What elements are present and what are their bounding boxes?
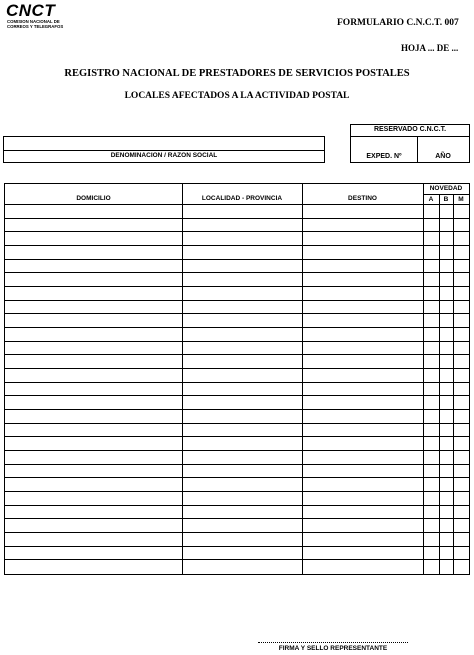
table-row[interactable]	[5, 354, 469, 355]
table-row[interactable]	[5, 286, 469, 287]
table-row[interactable]	[5, 423, 469, 424]
column-header-domicilio: DOMICILIO	[76, 195, 111, 202]
reservado-divider	[351, 136, 469, 137]
column-divider	[423, 184, 424, 574]
table-row[interactable]	[5, 272, 469, 273]
table-row[interactable]	[5, 204, 469, 205]
table-row[interactable]	[5, 313, 469, 314]
document-title: REGISTRO NACIONAL DE PRESTADORES DE SERVICIOS POSTALES	[64, 68, 410, 79]
signature-label: FIRMA Y SELLO REPRESENTANTE	[278, 645, 388, 652]
table-row[interactable]	[5, 436, 469, 437]
table-row[interactable]	[5, 559, 469, 560]
cnct-logo	[6, 3, 86, 29]
column-header-novedad-a: A	[428, 196, 434, 203]
column-divider	[182, 184, 183, 574]
table-row[interactable]	[5, 327, 469, 328]
table-row[interactable]	[5, 409, 469, 410]
signature-line[interactable]	[258, 642, 408, 643]
ano-label: AÑO	[435, 153, 451, 160]
table-row[interactable]	[5, 395, 469, 396]
document-subtitle: LOCALES AFECTADOS A LA ACTIVIDAD POSTAL	[124, 91, 350, 101]
reservado-box	[350, 124, 470, 163]
table-row[interactable]	[5, 491, 469, 492]
table-row[interactable]	[5, 300, 469, 301]
table-row[interactable]	[5, 218, 469, 219]
page-number: HOJA ... DE ...	[401, 43, 459, 53]
denominacion-field[interactable]	[3, 136, 325, 163]
table-row[interactable]	[5, 518, 469, 519]
denominacion-divider	[4, 150, 324, 151]
column-header-localidad: LOCALIDAD - PROVINCIA	[201, 195, 283, 202]
table-row[interactable]	[5, 341, 469, 342]
column-header-novedad-b: B	[443, 196, 449, 203]
column-header-novedad: NOVEDAD	[429, 185, 463, 192]
table-row[interactable]	[5, 259, 469, 260]
logo-caption-line-2: CORREOS Y TELEGRAFOS	[7, 24, 64, 29]
table-row[interactable]	[5, 231, 469, 232]
denominacion-label: DENOMINACION / RAZON SOCIAL	[110, 152, 218, 159]
reservado-title: RESERVADO C.N.C.T.	[373, 126, 447, 133]
table-row[interactable]	[5, 368, 469, 369]
table-row[interactable]	[5, 245, 469, 246]
table-row[interactable]	[5, 546, 469, 547]
column-header-novedad-m: M	[458, 196, 464, 203]
table-row[interactable]	[5, 382, 469, 383]
form-code: FORMULARIO C.N.C.T. 007	[337, 18, 459, 28]
table-row[interactable]	[5, 505, 469, 506]
column-divider	[439, 194, 440, 574]
table-row[interactable]	[5, 532, 469, 533]
column-header-destino: DESTINO	[348, 195, 377, 202]
logo-caption-line-1: COMISION NACIONAL DE	[7, 19, 60, 24]
table-row[interactable]	[5, 477, 469, 478]
column-divider	[302, 184, 303, 574]
column-divider	[453, 194, 454, 574]
table-row[interactable]	[5, 450, 469, 451]
novedad-divider	[423, 194, 469, 195]
logo-wordmark: CNCT	[6, 1, 56, 20]
locales-table	[4, 183, 470, 575]
exped-label: EXPED. Nº	[366, 153, 402, 160]
table-row[interactable]	[5, 464, 469, 465]
